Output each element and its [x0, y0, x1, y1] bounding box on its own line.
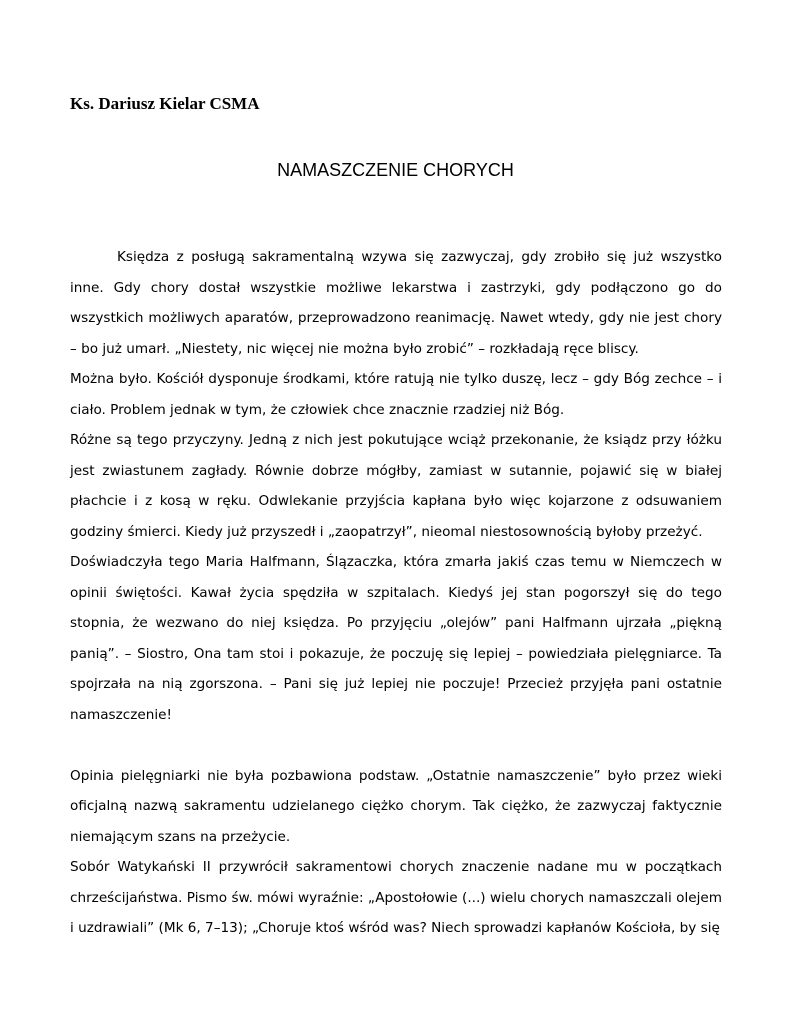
paragraph: Można było. Kościół dysponuje środkami, które ratują nie tylko duszę, lecz – gdy Bóg zechce – i ciało. Problem jednak w tym, że człowiek chce znacznie rzadziej niż Bóg. [70, 371, 722, 418]
document-title: NAMASZCZENIE CHORYCH [277, 160, 514, 180]
paragraph: Księdza z posługą sakramentalną wzywa się zazwyczaj, gdy zrobiło się już wszystko inne. Gdy chory dostał wszystkie możliwe lekarstwa i zastrzyki, gdy podłączono go do wszystkich możliwych aparatów, przeprowadzono reanimację. Nawet wtedy, gdy nie jest chory – bo już umarł. „Niestety, nic więcej nie można było zrobić” – rozkładają ręce bliscy. [70, 249, 722, 357]
paragraph: Opinia pielęgniarki nie była pozbawiona podstaw. „Ostatnie namaszczenie” było przez wieki oficjalną nazwą sakramentu udzielanego ciężko chorym. Tak ciężko, że zazwyczaj faktycznie niemającym szans na przeżycie. [70, 767, 722, 845]
paragraph: Różne są tego przyczyny. Jedną z nich jest pokutujące wciąż przekonanie, że ksiądz przy łóżku jest zwiastunem zagłady. Równie dobrze mógłby, zamiast w sutannie, pojawić się w białej płachcie i z kosą w ręku. Odwlekanie przyjścia kapłana było więc kojarzone z odsuwaniem godziny śmierci. Kiedy już przyszedł i „zaopatrzył”, nieomal niestosownością byłoby przeżyć. [70, 432, 722, 540]
document-body [70, 242, 722, 944]
paragraph: Sobór Watykański II przywrócił sakramentowi chorych znaczenie nadane mu w początkach chrześcijaństwa. Pismo św. mówi wyraźnie: „Apostołowie (...) wielu chorych namaszczali olejem i uzdrawiali” (Mk 6, 7–13); „Choruje ktoś wśród was? Niech sprowadzi kapłanów Kościoła, by się [70, 859, 722, 936]
paragraph: Doświadczyła tego Maria Halfmann, Ślązaczka, która zmarła jakiś czas temu w Niemczech w opinii świętości. Kawał życia spędziła w szpitalach. Kiedyś jej stan pogorszył się do tego stopnia, że wezwano do niej księdza. Po przyjęciu „olejów” pani Halfmann ujrzała „piękną panią”. – Siostro, Ona tam stoi i pokazuje, że poczuję się lepiej – powiedziała pielęgniarce. Ta spojrzała na nią zgorszona. – Pani się już lepiej nie poczuje! Przecież przyjęła pani ostatnie namaszczenie! [70, 554, 722, 723]
author-name: Ks. Dariusz Kielar CSMA [70, 94, 260, 113]
